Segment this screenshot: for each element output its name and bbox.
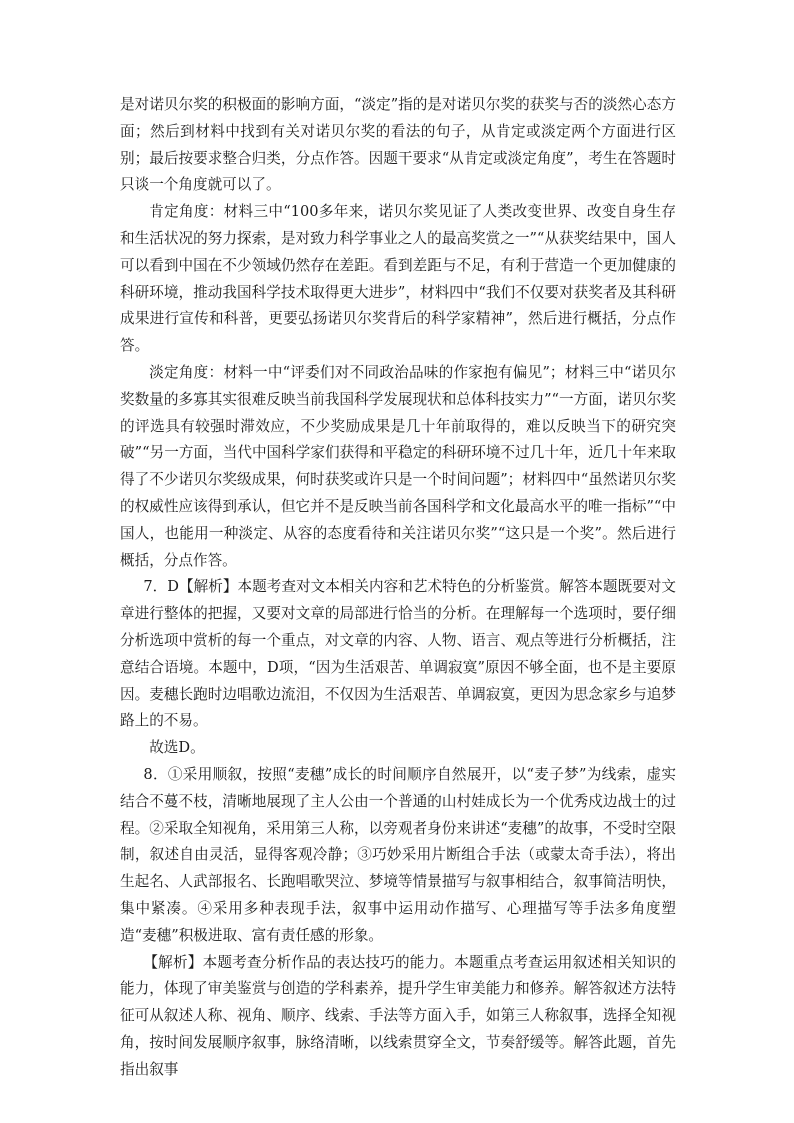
paragraph-question-8: 8．①采用顺叙，按照“麦穗”成长的时间顺序自然展开，以“麦子梦”为线索，虚实结合不蔓不枝，清晰地展现了主人公由一个普通的山村娃成长为一个优秀戍边战士的过程。②采取全知视角，采用第三人称，以旁观者身份来讲述“麦穗”的故事，不受时空限制，叙述自由灵活，显得客观冷静；③巧妙采用片断组合手法（或蒙太奇手法），将出生起名、人武部报名、长跑唱歌哭泣、梦境等情景描写与叙事相结合，叙事简洁明快，集中紧凑。④采用多种表现手法，叙事中运用动作描写、心理描写等手法多角度塑造“麦穗”积极进取、富有责任感的形象。 xyxy=(120,765,676,944)
document-body xyxy=(120,92,676,1083)
paragraph-question-8-analysis: 【解析】本题考查分析作品的表达技巧的能力。本题重点考查运用叙述相关知识的能力，体现了审美鉴赏与创造的学科素养，提升学生审美能力和修养。解答叙述方法特征可从叙述人称、视角、顺序、线索、手法等方面入手，如第三人称叙事，选择全知视角，按时间发展顺序叙事，脉络清晰，以线索贯穿全文，节奏舒缓等。解答此题，首先指出叙事 xyxy=(120,953,676,1078)
paragraph-answer-choice: 故选D。 xyxy=(149,739,205,757)
paragraph-calm-angle: 淡定角度：材料一中“评委们对不同政治品味的作家抱有偏见”；材料三中“诺贝尔奖数量的多寡其实很难反映当前我国科学发展现状和总体科技实力”“一方面，诺贝尔奖的评选具有较强时滞效应，不少奖励成果是几十年前取得的，难以反映当下的研究突破”“另一方面，当代中国科学家们获得和平稳定的科研环境不过几十年，近几十年来取得了不少诺贝尔奖级成果，何时获奖或许只是一个时间问题”；材料四中“虽然诺贝尔奖的权威性应该得到承认，但它并不是反映当前各国科学和文化最高水平的唯一指标”“中国人，也能用一种淡定、从容的态度看待和关注诺贝尔奖”“这只是一个奖”。然后进行概括，分点作答。 xyxy=(120,363,676,569)
paragraph-affirmative-angle: 肯定角度：材料三中“100多年来，诺贝尔奖见证了人类改变世界、改变自身生存和生活状况的努力探索，是对致力科学事业之人的最高奖赏之一”“从获奖结果中，国人可以看到中国在不少领域仍然存在差距。看到差距与不足，有利于营造一个更加健康的科研环境，推动我国科学技术取得更大进步”，材料四中“我们不仅要对获奖者及其科研成果进行宣传和科普，更要弘扬诺贝尔奖背后的科学家精神”，然后进行概括，分点作答。 xyxy=(120,203,676,355)
paragraph-question-7: 7．D【解析】本题考查对文本相关内容和艺术特色的分析鉴赏。解答本题既要对文章进行整体的把握，又要对文章的局部进行恰当的分析。在理解每一个选项时，要仔细分析选项中赏析的每一个重点，对文章的内容、人物、语言、观点等进行分析概括，注意结合语境。本题中，D项，“因为生活艰苦、单调寂寞”原因不够全面，也不是主要原因。麦穗长跑时边唱歌边流泪，不仅因为生活艰苦、单调寂寞，更因为思念家乡与追梦路上的不易。 xyxy=(120,578,676,730)
paragraph-analysis-continued: 是对诺贝尔奖的积极面的影响方面，“淡定”指的是对诺贝尔奖的获奖与否的淡然心态方面；然后到材料中找到有关对诺贝尔奖的看法的句子，从肯定或淡定两个方面进行区别；最后按要求整合归类，分点作答。因题干要求“从肯定或淡定角度”，考生在答题时只谈一个角度就可以了。 xyxy=(120,96,676,194)
